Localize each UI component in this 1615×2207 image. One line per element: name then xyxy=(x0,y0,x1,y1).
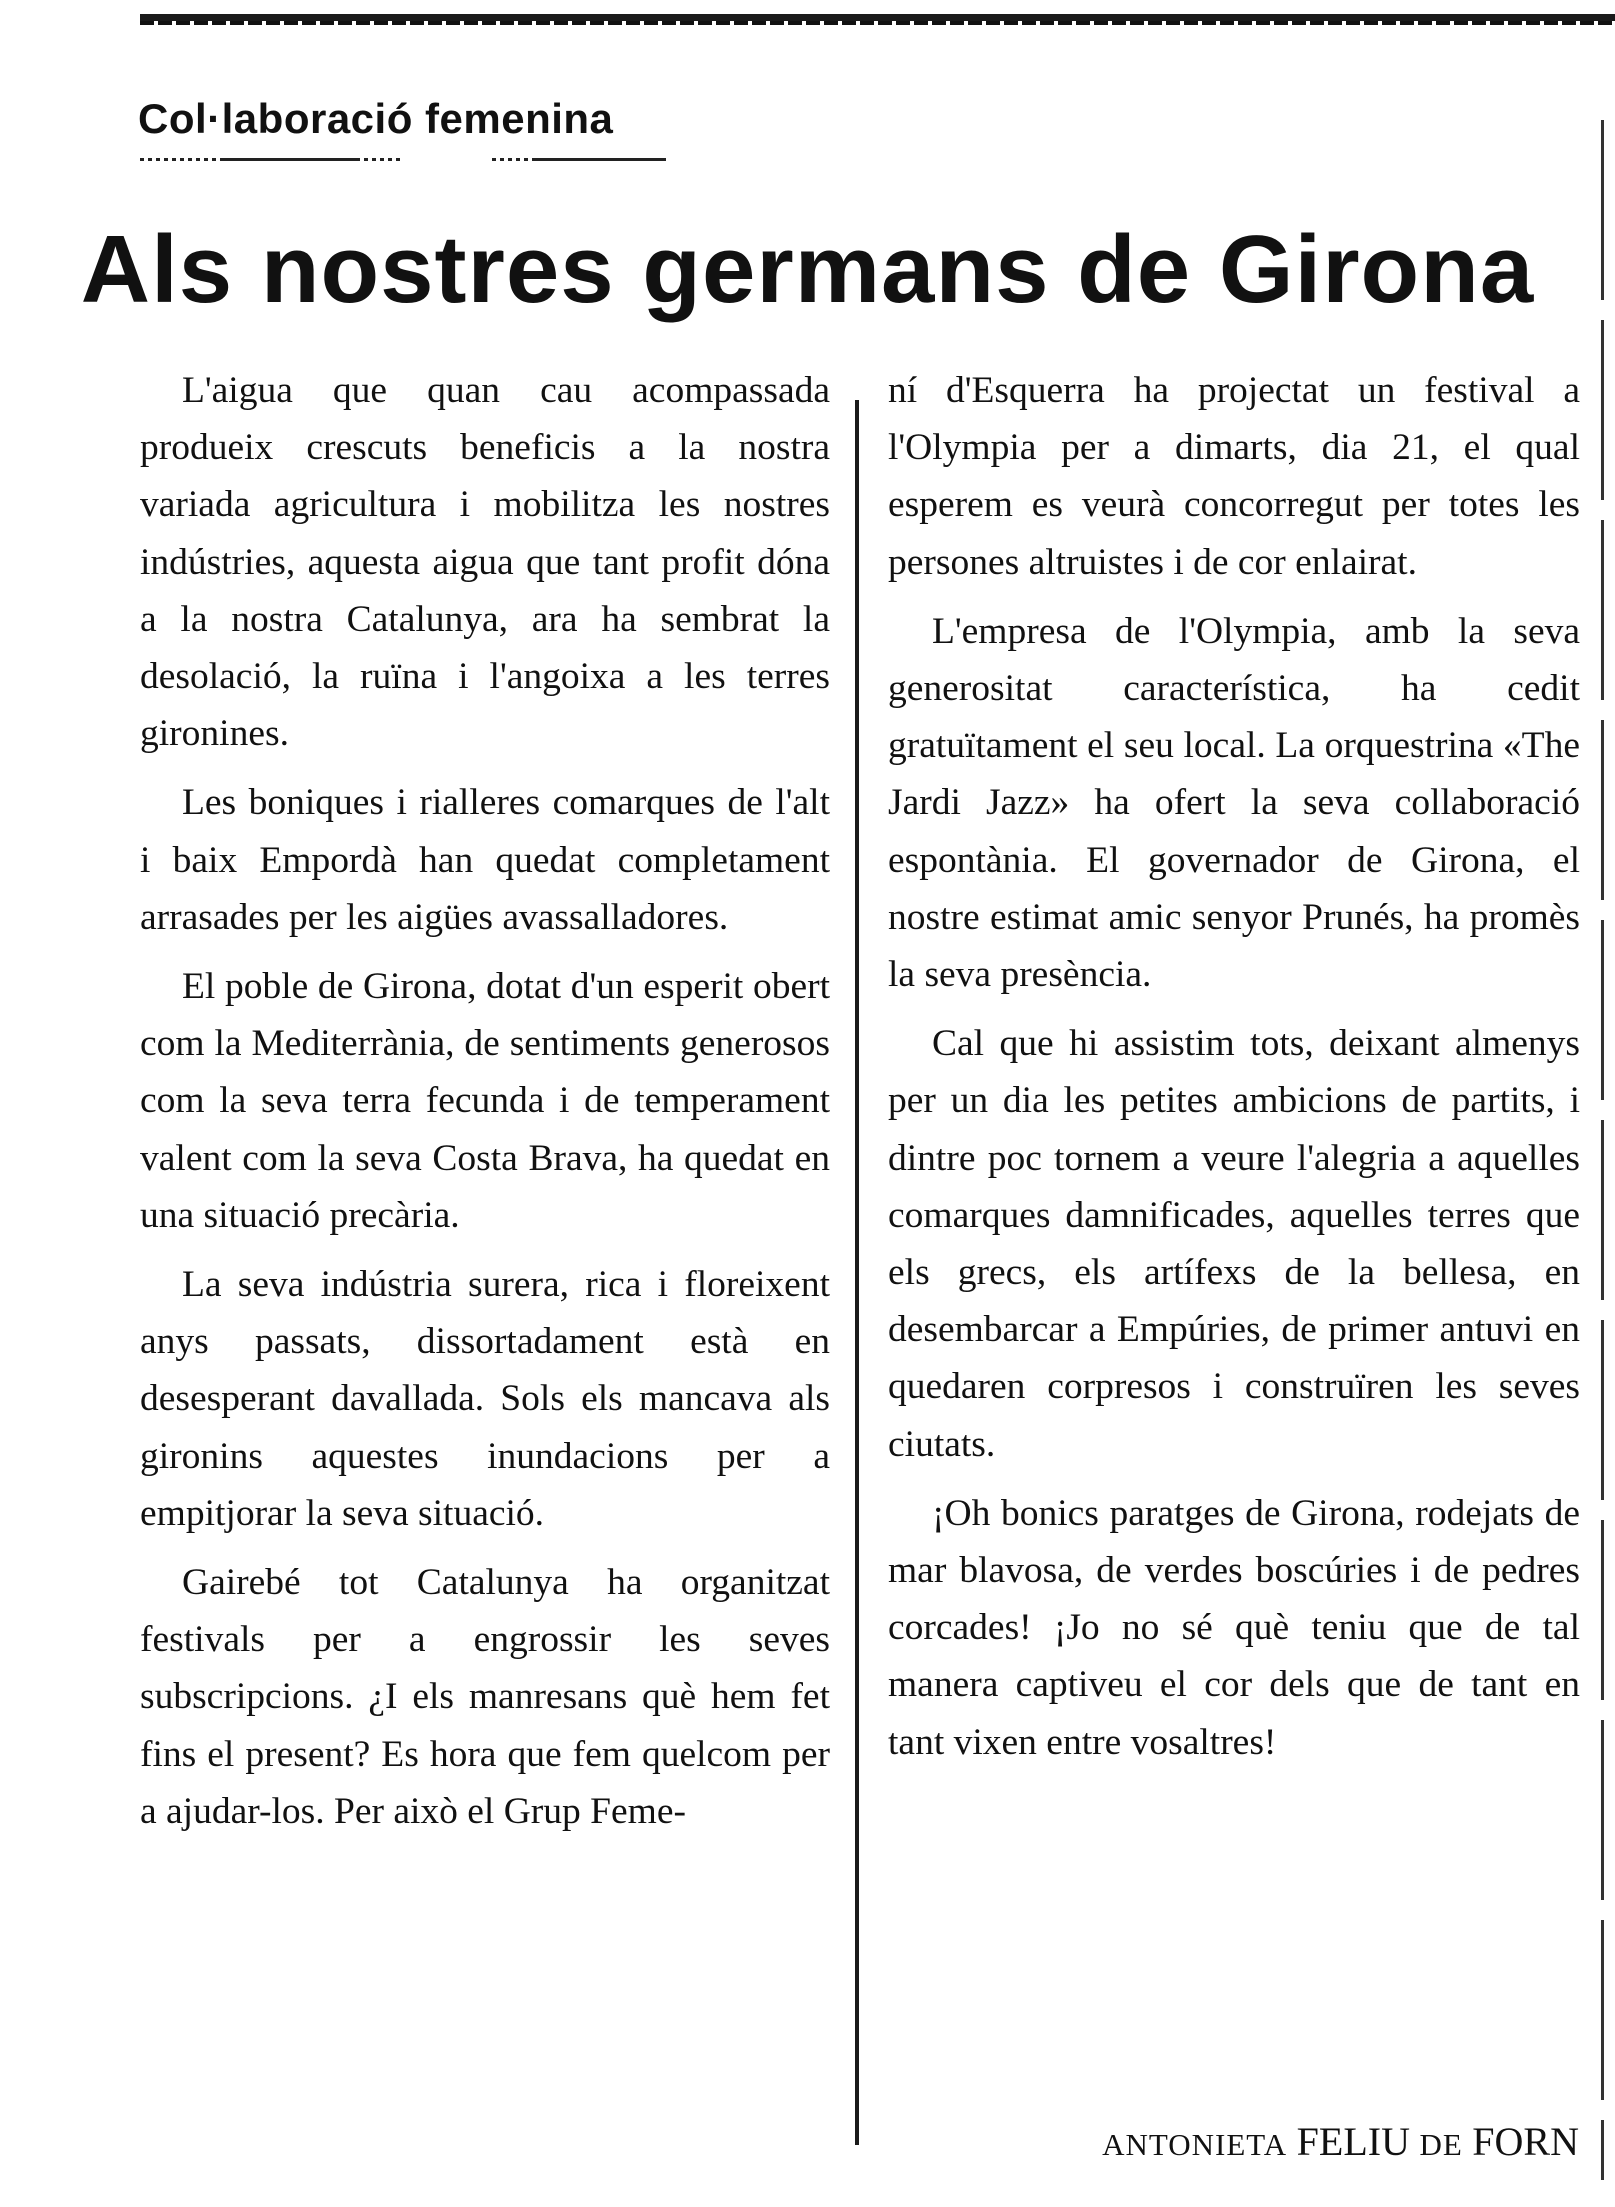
paragraph: Les boniques i rialleres comarques de l'alt i baix Empordà han quedat completament arrasades per les aigües avassalladores. xyxy=(140,782,830,938)
paragraph: Cal que hi assistim tots, deixant almenys per un dia les petites ambicions de partits, i dintre poc tornem a veure l'alegria a aquelles comarques damnificades, aquelles terres que els grecs, els artífexs de la bellesa, en desembarcar a Empúries, de primer antuvi en quedaren corpresos i construïren les seves ciutats. xyxy=(888,1023,1580,1465)
author-second-surname: FORN xyxy=(1472,2119,1579,2164)
paragraph: Gairebé tot Catalunya ha organitzat festivals per a engrossir les seves subscripcions. ¿I els manresans què hem fet fins el present? Es hora que fem quelcom per a ajudar-los. Per això el Grup Feme- xyxy=(140,1562,830,1832)
author-surname: FELIU xyxy=(1296,2119,1410,2164)
section-label-rule xyxy=(492,158,536,161)
author-first-name: ANTONIETA xyxy=(1102,2127,1288,2162)
paragraph: ní d'Esquerra ha projectat un festival a l'Olympia per a dimarts, dia 21, el qual esperem es veurà concorregut per totes les persones altruistes i de cor enlairat. xyxy=(888,370,1580,583)
paragraph: L'empresa de l'Olympia, amb la seva generositat característica, ha cedit gratuïtament el seu local. La orquestrina «The Jardi Jazz» ha ofert la seva collaboració espontània. El governador de Girona, el nostre estimat amic senyor Prunés, ha promès la seva presència. xyxy=(888,610,1580,996)
article-column-right xyxy=(888,362,1580,1771)
paragraph: El poble de Girona, dotat d'un esperit obert com la Mediterrània, de sentiments generosos com la seva terra fecunda i de temperament valent com la seva Costa Brava, ha quedat en una situació precària. xyxy=(140,966,830,1236)
headline: Als nostres germans de Girona xyxy=(80,216,1535,323)
section-label: Col·laboració femenina xyxy=(138,95,614,142)
paragraph: La seva indústria surera, rica i floreixent anys passats, dissortadament està en desesperant davallada. Sols els mancava als gironins aquestes inundacions per a empitjorar la seva situació. xyxy=(140,1264,830,1534)
column-divider xyxy=(855,400,859,2145)
section-label-rule xyxy=(536,158,666,161)
author-signature xyxy=(1102,2118,1579,2165)
page-edge-rule xyxy=(1601,120,1604,2180)
section-label-rule xyxy=(222,158,356,161)
article-column-left xyxy=(140,362,830,1840)
paragraph: ¡Oh bonics paratges de Girona, rodejats de mar blavosa, de verdes boscúries i de pedres corcades! ¡Jo no sé què teniu que de tal manera captiveu el cor dels que de tant en tant vixen entre vosaltres! xyxy=(888,1492,1580,1763)
section-label-rule xyxy=(356,158,404,161)
paragraph: L'aigua que quan cau acompassada produeix crescuts beneficis a la nostra variada agricultura i mobilitza les nostres indústries, aquesta aigua que tant profit dóna a la nostra Catalunya, ara ha sembrat la desolació, la ruïna i l'angoixa a les terres gironines. xyxy=(140,370,830,755)
author-particle: DE xyxy=(1419,2127,1463,2162)
section-label-rule xyxy=(140,158,222,161)
top-rule xyxy=(140,14,1615,25)
